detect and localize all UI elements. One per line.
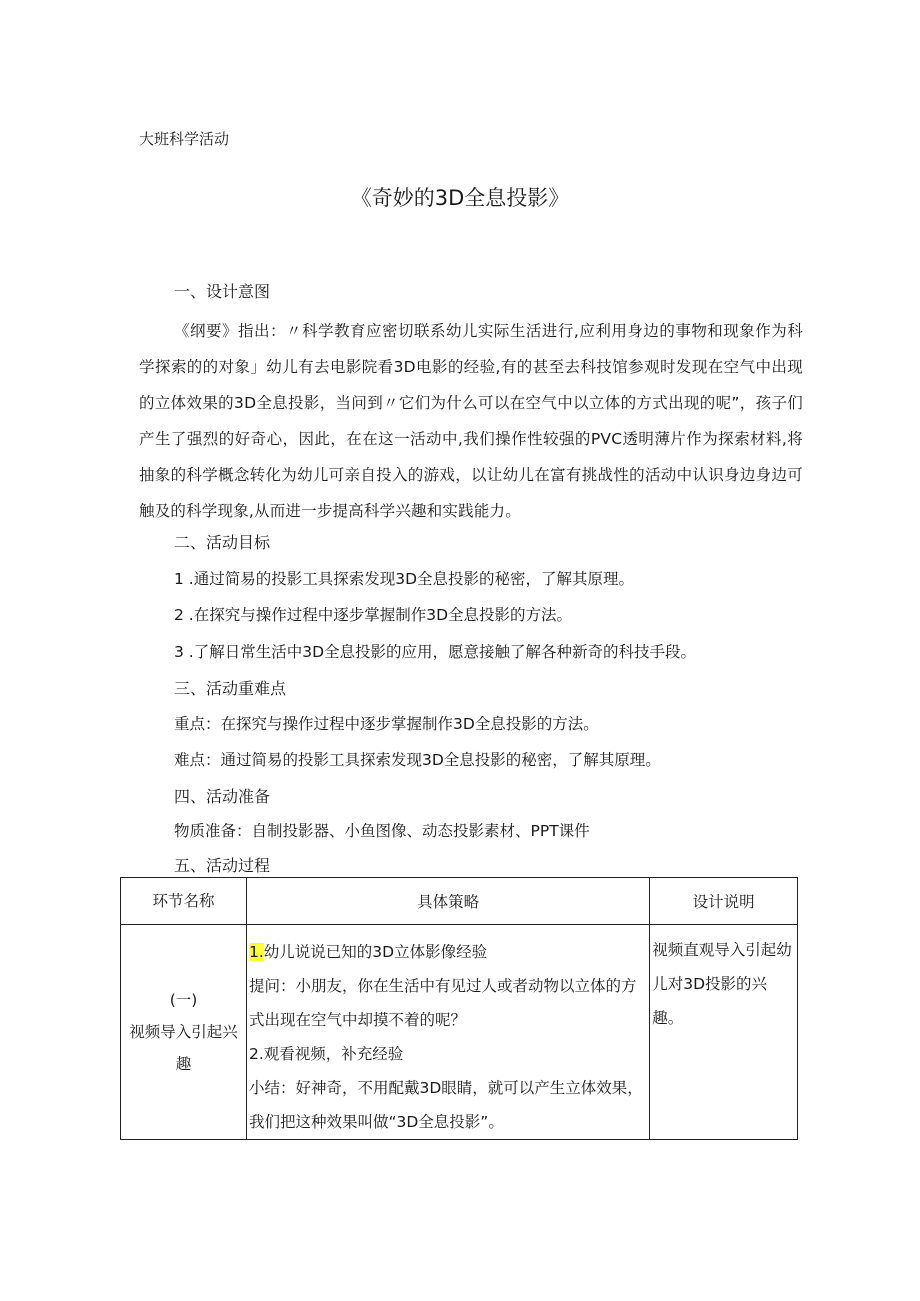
section-heading-preparation: 四、活动准备: [174, 787, 271, 806]
table-row: [121, 925, 798, 1140]
design-intent-paragraph: 《纲要》指出：〃科学教育应密切联系幼儿实际生活进行,应利用身边的事物和现象作为科学探索的的对象」幼儿有去电影院看3D电影的经验,有的甚至去科技馆参观时发现在空气中出现的立体效果的3D全息投影，当问到〃它们为什么可以在空气中以立体的方式出现的呢”，孩子们产生了强烈的好奇心，因此，在在这一活动中,我们操作性较强的PVC透明薄片作为探索材料,将抽象的科学概念转化为幼儿可亲自投入的游戏，以让幼儿在富有挑战性的活动中认识身边身边可触及的科学现象,从而进一步提高科学兴趣和实践能力。: [139, 322, 803, 520]
summary-text: 小结：好神奇，不用配戴3D眼睛，就可以产生立体效果，我们把这种效果叫做“3D全息投影”。: [248, 1079, 643, 1131]
section-heading-design-intent: 一、设计意图: [174, 282, 271, 301]
objective-item-3: 3 .了解日常生活中3D全息投影的应用，愿意接触了解各种新奇的科技手段。: [174, 643, 697, 661]
strategy-cell: [246, 925, 649, 1140]
key-point: 重点：在探究与操作过程中逐步掌握制作3D全息投影的方法。: [174, 715, 599, 733]
stage-name: 视频导入引起兴趣: [129, 1023, 238, 1073]
activity-category: 大班科学活动: [139, 130, 230, 148]
section-heading-process: 五、活动过程: [174, 856, 271, 875]
activity-process-table: [120, 877, 798, 1140]
step-2: 2.观看视频，补充经验: [248, 1045, 404, 1063]
stage-cell: [121, 925, 247, 1140]
section-heading-key-points: 三、活动重难点: [174, 679, 287, 698]
materials-line: 物质准备：自制投影器、小鱼图像、动态投影素材、PPT课件: [174, 822, 590, 840]
header-design-note: 设计说明: [650, 878, 798, 925]
design-note-cell: 视频直观导入引起幼儿对3D投影的兴趣。: [650, 925, 798, 1140]
table-header-row: [121, 878, 798, 925]
step-1: [249, 935, 649, 969]
document-title: 《奇妙的3D全息投影》: [350, 186, 570, 210]
difficulty-point: 难点：通过简易的投影工具探索发现3D全息投影的秘密，了解其原理。: [174, 751, 661, 769]
objective-item-2: 2 .在探究与操作过程中逐步掌握制作3D全息投影的方法。: [174, 606, 573, 624]
stage-number: (一): [169, 991, 198, 1009]
question-text: 提问：小朋友，你在生活中有见过人或者动物以立体的方式出现在空气中却摸不着的呢？: [248, 977, 637, 1029]
header-strategy: 具体策略: [246, 878, 649, 925]
header-stage-name: 环节名称: [121, 878, 247, 925]
objective-item-1: 1 .通过简易的投影工具探索发现3D全息投影的秘密，了解其原理。: [174, 570, 635, 588]
section-heading-objectives: 二、活动目标: [174, 533, 271, 552]
step-1-text: 幼儿说说已知的3D立体影像经验: [263, 943, 488, 961]
step-1-number: 1.: [248, 943, 264, 961]
